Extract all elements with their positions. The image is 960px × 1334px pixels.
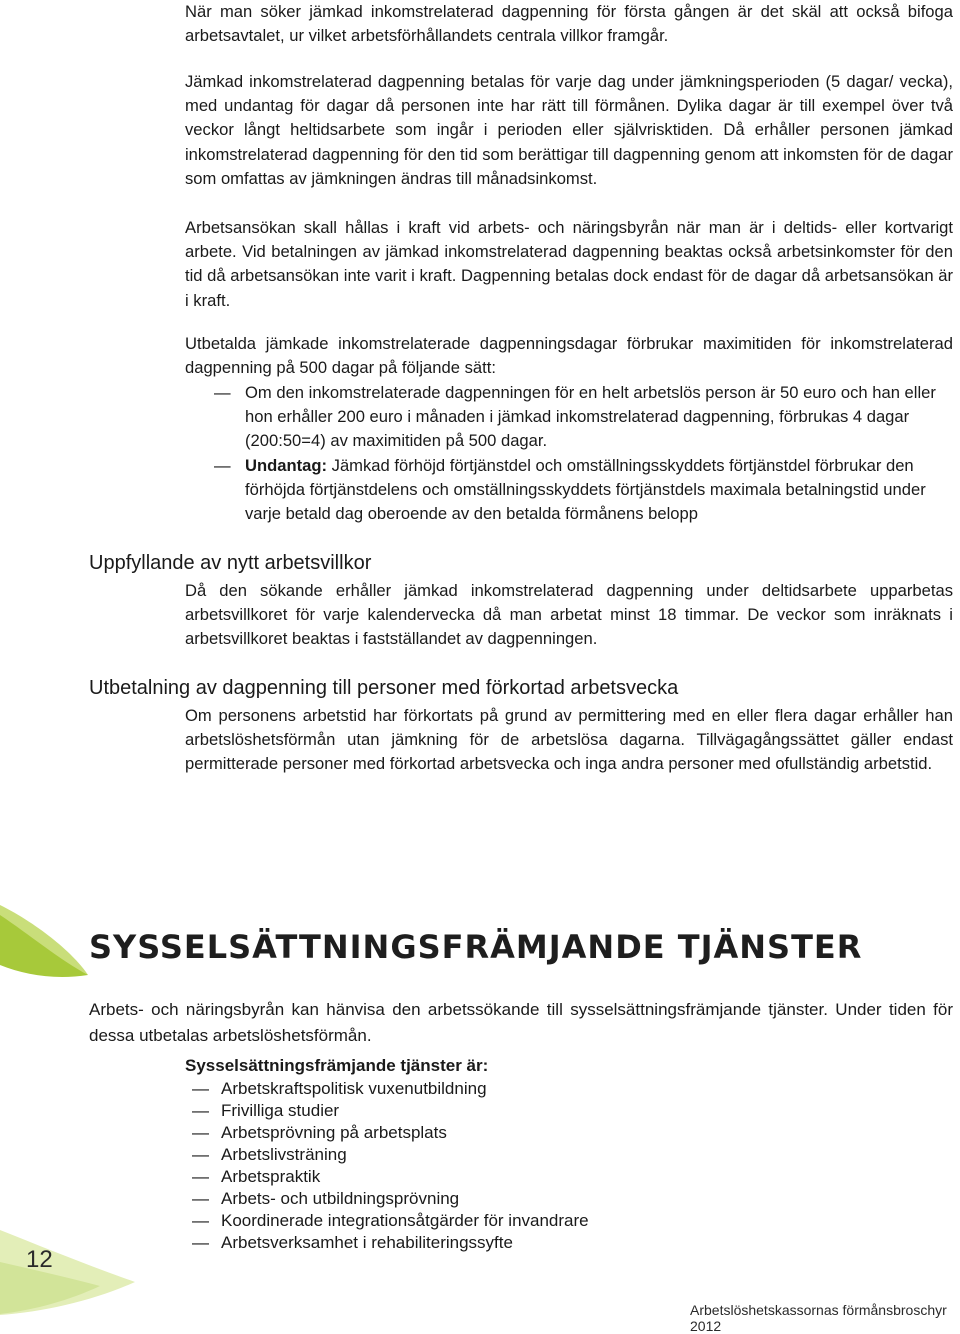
heading-forkortad-arbetsvecka: Utbetalning av dagpenning till personer med förkortad arbetsvecka: [89, 677, 679, 699]
list-item: [192, 1166, 589, 1188]
list-item: [192, 1100, 589, 1122]
dash-marker: —: [192, 1145, 209, 1164]
list-item: [192, 1188, 589, 1210]
list-heading: Sysselsättningsfrämjande tjänster är:: [185, 1056, 489, 1075]
paragraph-arbetsansokan: Arbetsansökan skall hållas i kraft vid arbets- och näringsbyrån när man är i deltids- eller kortvarigt arbete. Vid betalningen av jämkad inkomstrelaterad dagpenning beaktas också arbetsinkomster för den tid då arbetsansökan inte varit i kraft. Dagpenning betalas dock endast för de dagar då arbetsansökan är i kraft.: [185, 218, 953, 310]
dash-marker: —: [192, 1211, 209, 1230]
footer-publication-title: Arbetslöshetskassornas förmånsbroschyr 2012: [690, 1302, 947, 1334]
heading-sysselsattningsframjande: SYSSELSÄTTNINGSFRÄMJANDE TJÄNSTER: [89, 928, 863, 966]
list-item-text: Arbetskraftspolitisk vuxenutbildning: [221, 1079, 487, 1098]
paragraph-bifoga-arbetsavtal: När man söker jämkad inkomstrelaterad dagpenning för första gången är det skäl att också bifoga arbetsavtalet, ur vilket arbetsförhållandets centrala villkor framgår.: [185, 2, 953, 46]
dash-marker: —: [192, 1101, 209, 1120]
list-item-text: Arbetslivsträning: [221, 1145, 347, 1164]
list-item-text: Frivilliga studier: [221, 1101, 340, 1120]
dash-item-example-text: Om den inkomstrelaterade dagpenningen för en helt arbetslös person är 50 euro och han eller hon erhåller 200 euro i månaden i jämkad inkomstrelaterad dagpenning, förbrukas 4 dagar (200:50=4) av maximitiden på 500 dagar.: [245, 383, 936, 451]
list-item: [192, 1232, 589, 1254]
exception-label: Undantag:: [245, 456, 328, 475]
heading-arbetsvillkor: Uppfyllande av nytt arbetsvillkor: [89, 552, 372, 574]
exception-body: Jämkad förhöjd förtjänstdel och omställningsskyddets förtjänstdel förbrukar den förhöjda förtjänstdelens och omställningsskyddets förtjänstdels maximala betalningstid under varje betald dag oberoende av den betalda förmånens belopp: [245, 456, 926, 524]
list-item: [192, 1078, 589, 1100]
dash-item-exception-text: [230, 454, 952, 527]
list-item: [192, 1122, 589, 1144]
paragraph-maximitid: Utbetalda jämkade inkomstrelaterade dagpenningsdagar förbrukar maximitiden för inkomstrelaterad dagpenning på 500 dagar på följande sätt:: [185, 334, 953, 378]
list-item-text: Arbetsverksamhet i rehabiliteringssyfte: [221, 1233, 513, 1252]
dash-marker: —: [192, 1233, 209, 1252]
services-list: [192, 1078, 589, 1254]
dash-marker: —: [214, 456, 231, 475]
list-item-text: Arbetsprövning på arbetsplats: [221, 1123, 447, 1142]
paragraph-forkortad-arbetsvecka: Om personens arbetstid har förkortats på grund av permittering med en eller flera dagar erhåller han arbetslöshetsförmån utan jämkning för de arbetslösa dagarna. Tillvägagångssättet gäller endast permitterade personer med förkortad arbetsvecka och inga andra personer med ofullständig arbetstid.: [185, 706, 953, 774]
dash-item-example: [214, 381, 952, 454]
page-number: 12: [26, 1246, 53, 1273]
list-item: [192, 1210, 589, 1232]
list-item-text: Arbets- och utbildningsprövning: [221, 1189, 460, 1208]
dash-marker: —: [192, 1189, 209, 1208]
dash-marker: —: [214, 383, 231, 402]
dash-item-exception: [214, 454, 952, 527]
paragraph-sysselsattning-intro: Arbets- och näringsbyrån kan hänvisa den arbetssökande till sysselsättningsfrämjande tjänster. Under tiden för dessa utbetalas arbetslöshetsförmån.: [89, 1000, 953, 1045]
paragraph-arbetsvillkor: Då den sökande erhåller jämkad inkomstrelaterad dagpenning under deltidsarbete upparbetas arbetsvillkoret för varje kalendervecka då man arbetat minst 18 timmar. De veckor som inräknats i arbetsvillkoret beaktas i fastställandet av dagpenningen.: [185, 581, 953, 649]
list-item-text: Koordinerade integrationsåtgärder för invandrare: [221, 1211, 589, 1230]
dash-marker: —: [192, 1167, 209, 1186]
dash-marker: —: [192, 1123, 209, 1142]
list-item-text: Arbetspraktik: [221, 1167, 321, 1186]
dash-marker: —: [192, 1079, 209, 1098]
paragraph-jamkningsperiod: Jämkad inkomstrelaterad dagpenning betalas för varje dag under jämkningsperioden (5 dagar/ vecka), med undantag för dagar då personen inte har rätt till förmånen. Dylika dagar är till exempel över två veckor långt heltidsarbete som ingår i perioden eller självrisktiden. Då erhåller personen jämkad inkomstrelaterad dagpenning för den tid som berättigar till dagpenning genom att inkomsten för de dagar som omfattas av jämkningen ändras till månadsinkomst.: [185, 72, 953, 188]
list-item: [192, 1144, 589, 1166]
